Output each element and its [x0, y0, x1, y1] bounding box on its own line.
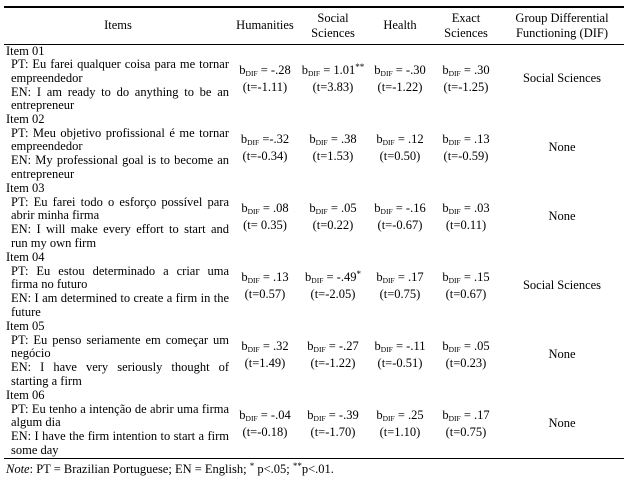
t-value: (t=-0.34): [242, 148, 288, 163]
humanities-cell: [232, 182, 298, 251]
b-dif-value: $b_{DIF} = .17$: [442, 407, 490, 423]
item-number: Item 06: [6, 388, 45, 403]
b-dif-value: $b_{DIF} = -.49^*$: [305, 269, 361, 286]
t-value: (t=0.23): [445, 355, 487, 370]
exact-sciences-cell: [432, 113, 500, 182]
social-sciences-cell: [298, 113, 368, 182]
item-en-text: EN: I have very seriously thought of starting a firm: [11, 360, 229, 388]
health-cell: [368, 320, 432, 389]
b-dif-value: $b_{DIF} = -.16$: [374, 201, 426, 217]
dif-result-cell: None: [548, 347, 576, 362]
dif-result-cell: None: [548, 140, 576, 155]
social-sciences-cell: [298, 389, 368, 458]
item-pt-text: PT: Eu farei qualquer coisa para me tornar empreendedor: [11, 57, 229, 85]
note-text: p<.05;: [254, 461, 293, 476]
item-pt-text: PT: Eu estou determinado a criar uma firma no futuro: [11, 263, 229, 292]
exact-sciences-cell: [432, 44, 500, 113]
t-value: (t=0.75): [379, 286, 421, 301]
t-value: (t=0.67): [445, 286, 487, 301]
table-row: [4, 251, 624, 320]
b-dif-value: $b_{DIF} = .32$: [241, 339, 289, 355]
b-dif-value: $b_{DIF} = .13$: [241, 270, 289, 286]
b-dif-value: $b_{DIF} = .05$: [309, 201, 357, 217]
item-pt-text: PT: Eu tenho a intenção de abrir uma firma algum dia: [11, 401, 229, 430]
note-label: Note: [6, 461, 30, 476]
social-sciences-cell: [298, 44, 368, 113]
dif-result-cell: None: [548, 209, 576, 224]
item-number: Item 02: [6, 112, 45, 127]
t-value: (t=1.49): [244, 355, 286, 370]
b-dif-value: $b_{DIF} = -.30$: [374, 63, 426, 79]
t-value: (t=-1.25): [443, 80, 489, 94]
table-header-row: [4, 7, 624, 44]
health-cell: [368, 182, 432, 251]
item-en-text: EN: I have the firm intention to start a firm some day: [11, 429, 229, 457]
t-value: (t=0.57): [244, 286, 286, 301]
item-pt-text: PT: Meu objetivo profissional é me tornar empreendedor: [11, 125, 229, 154]
t-value: (t=-1.70): [310, 424, 356, 439]
b-dif-value: $b_{DIF} = .08$: [241, 201, 289, 217]
b-dif-value: $b_{DIF} = .38$: [309, 132, 357, 148]
health-cell: [368, 44, 432, 113]
b-dif-value: $b_{DIF} = .05$: [442, 339, 490, 355]
item-cell: [4, 251, 232, 320]
t-value: (t=-0.59): [443, 148, 489, 163]
b-dif-value: $b_{DIF} = .15$: [442, 270, 490, 286]
item-cell: [4, 44, 232, 113]
table-row: [4, 44, 624, 113]
dif-result-cell: Social Sciences: [522, 278, 602, 293]
item-cell: [4, 113, 232, 182]
note-sig-double-asterisk: **: [292, 460, 302, 471]
t-value: (t=0.11): [445, 217, 487, 232]
t-value: (t=1.53): [312, 148, 354, 163]
item-en-text: EN: I am ready to do anything to be an entrepreneur: [11, 84, 229, 113]
t-value: (t=1.10): [379, 424, 421, 439]
b-dif-value: $b_{DIF} = -.27$: [307, 339, 359, 355]
t-value: (t=-1.11): [242, 80, 288, 94]
social-sciences-cell: [298, 320, 368, 389]
table-row: [4, 113, 624, 182]
dif-result-cell: Social Sciences: [522, 71, 602, 86]
column-header-items: Items: [104, 18, 132, 33]
t-value: (t=-2.05): [310, 286, 356, 301]
item-en-text: EN: My professional goal is to become an entrepreneur: [11, 153, 229, 181]
health-cell: [368, 113, 432, 182]
note-text: p<.01.: [301, 461, 334, 476]
item-en-text: EN: I am determined to create a firm in the future: [11, 291, 229, 319]
exact-sciences-cell: [432, 320, 500, 389]
t-value: (t=-0.18): [242, 424, 288, 439]
b-dif-value: $b_{DIF} = -.28$: [239, 63, 291, 79]
table-row: [4, 320, 624, 389]
b-dif-value: $b_{DIF} = -.04$: [239, 407, 291, 423]
humanities-cell: [232, 113, 298, 182]
b-dif-value: $b_{DIF} = -.11$: [374, 339, 426, 355]
note-text: : PT = Brazilian Portuguese; EN = English;: [29, 461, 250, 476]
b-dif-value: $b_{DIF} = .25$: [376, 407, 424, 423]
column-header-humanities: Humanities: [236, 18, 294, 33]
t-value: (t=-1.22): [310, 355, 356, 370]
b-dif-value: $b_{DIF} = .12$: [376, 132, 424, 148]
b-dif-value: $b_{DIF} = .17$: [376, 270, 424, 286]
b-dif-value: $b_{DIF} =-.32$: [240, 132, 290, 148]
exact-sciences-cell: [432, 182, 500, 251]
item-pt-text: PT: Eu farei todo o esforço possível para abrir minha firma: [11, 194, 229, 223]
t-value: (t=0.50): [379, 148, 421, 163]
exact-sciences-cell: [432, 389, 500, 458]
column-header-dif: Group Differential Functioning (DIF): [515, 11, 609, 40]
column-header-health: Health: [383, 18, 417, 33]
item-number: Item 03: [6, 181, 45, 196]
item-number: Item 01: [6, 43, 45, 58]
table-note: [4, 462, 624, 477]
item-cell: [4, 389, 232, 458]
t-value: (t=0.75): [445, 424, 487, 439]
social-sciences-cell: [298, 251, 368, 320]
t-value: (t=0.22): [312, 217, 354, 232]
t-value: (t= 0.35): [243, 217, 287, 232]
b-dif-value: $b_{DIF} = .13$: [442, 132, 490, 148]
t-value: (t=-0.51): [377, 355, 423, 370]
item-number: Item 05: [6, 319, 45, 334]
t-value: (t=-0.67): [377, 217, 423, 232]
item-en-text: EN: I will make every effort to start and run my own firm: [11, 222, 229, 250]
t-value: (t=-1.22): [377, 80, 423, 94]
dif-table: [4, 6, 624, 459]
item-pt-text: PT: Eu penso seriamente em começar um negócio: [11, 332, 229, 361]
humanities-cell: [232, 44, 298, 113]
item-cell: [4, 320, 232, 389]
column-header-social-sciences: Social Sciences: [311, 11, 355, 40]
dif-result-cell: None: [548, 415, 576, 430]
health-cell: [368, 389, 432, 458]
table-body: [4, 44, 624, 458]
b-dif-value: $b_{DIF} = 1.01^{**}$: [301, 62, 365, 79]
table-row: [4, 389, 624, 458]
humanities-cell: [232, 320, 298, 389]
item-cell: [4, 182, 232, 251]
b-dif-value: $b_{DIF} = .03$: [442, 201, 490, 217]
t-value: (t=3.83): [312, 80, 354, 94]
b-dif-value: $b_{DIF} = -.39$: [307, 407, 359, 423]
social-sciences-cell: [298, 182, 368, 251]
item-number: Item 04: [6, 250, 45, 265]
health-cell: [368, 251, 432, 320]
note-sig-single-asterisk: *: [249, 460, 255, 471]
column-header-exact-sciences: Exact Sciences: [444, 11, 488, 40]
humanities-cell: [232, 251, 298, 320]
exact-sciences-cell: [432, 251, 500, 320]
b-dif-value: $b_{DIF} = .30$: [442, 63, 490, 79]
humanities-cell: [232, 389, 298, 458]
table-row: [4, 182, 624, 251]
